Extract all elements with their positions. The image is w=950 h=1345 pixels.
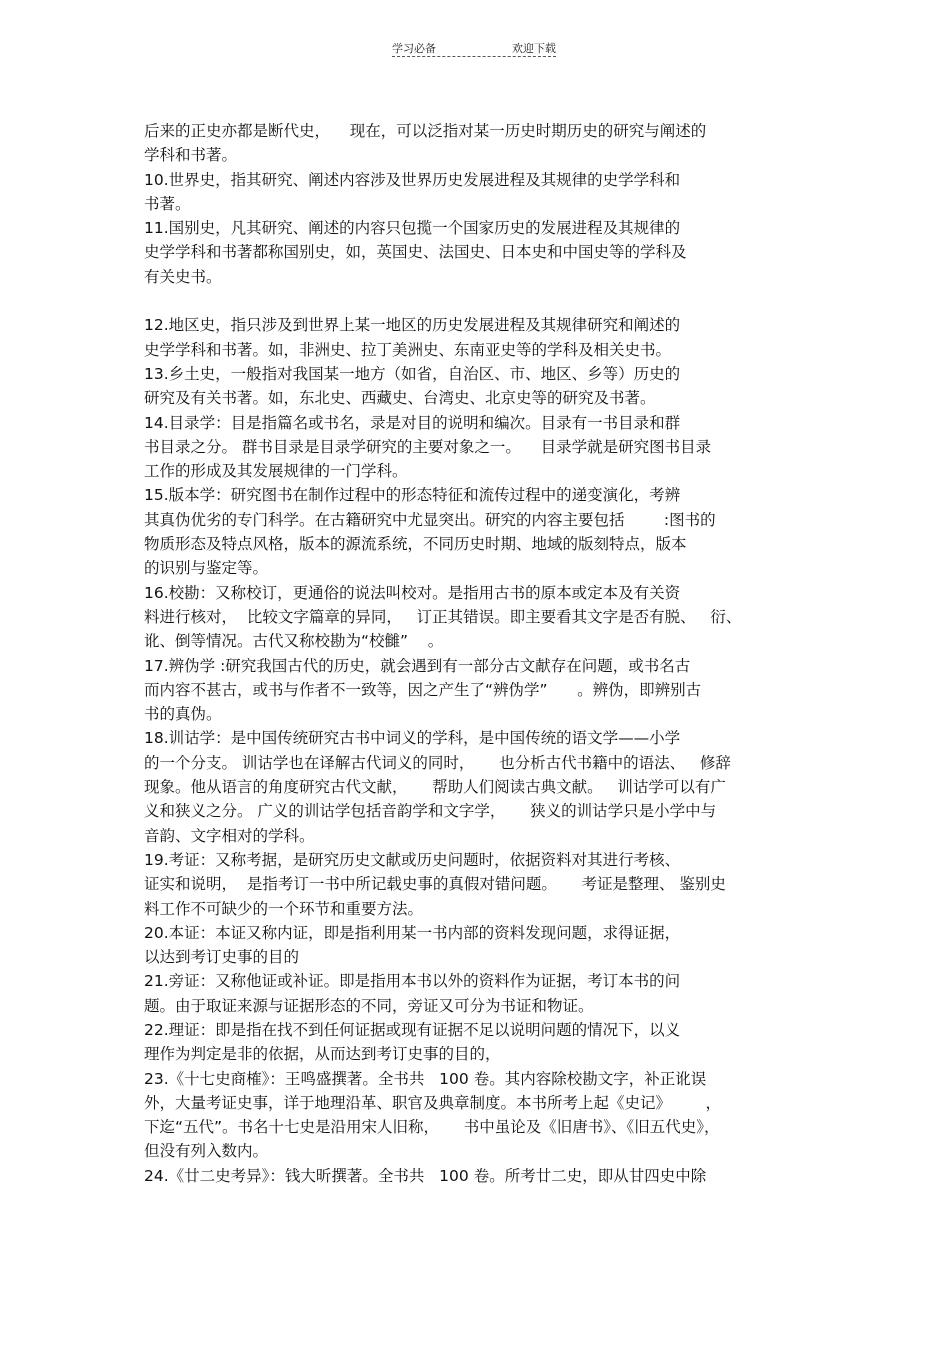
header-left-text: 学习必备: [392, 42, 436, 55]
text-line: 料进行核对， 比较文字篇章的异同， 订正其错误。即主要看其文字是否有脱、 衍、: [144, 607, 742, 626]
text-line: 后来的正史亦都是断代史， 现在，可以泛指对某一历史时期历史的研究与阐述的: [144, 122, 707, 140]
text-line: 现象。他从语言的角度研究古代文献， 帮助人们阅读古典文献。 训诂学可以有广: [144, 778, 726, 797]
text-line: 以达到考订史事的目的: [144, 948, 300, 967]
text-line: 其真伪优劣的专门科学。在古籍研究中尤显突出。研究的内容主要包括 :图书的: [144, 510, 716, 529]
text-line: 义和狭义之分。 广义的训诂学包括音韵学和文字学， 狭义的训诂学只是小学中与: [144, 802, 717, 821]
text-line: 下迄“五代”。书名十七史是沿用宋人旧称， 书中虽论及《旧唐书》、《旧五代史》，: [144, 1118, 720, 1137]
text-line: 料工作不可缺少的一个环节和重要方法。: [144, 899, 424, 918]
header-rule: [392, 56, 556, 57]
text-line: 证实和说明， 是指考订一书中所记载史事的真假对错问题。 考证是整理、 鉴别史: [144, 875, 726, 894]
text-line: 15.版本学：研究图书在制作过程中的形态特征和流传过程中的递变演化，考辨: [144, 486, 681, 505]
text-line: 学科和书著。: [144, 146, 238, 165]
text-line: 14.目录学：目是指篇名或书名，录是对目的说明和编次。目录有一书目录和群: [144, 413, 681, 432]
text-line: 题。由于取证来源与证据形态的不同，旁证又可分为书证和物证。: [144, 996, 594, 1015]
text-line: 17.辨伪学 :研究我国古代的历史，就会遇到有一部分古文献存在问题，或书名古: [144, 656, 691, 675]
text-line: 21.旁证：又称他证或补证。即是指用本书以外的资料作为证据，考订本书的问: [144, 972, 681, 991]
text-line: 的识别与鉴定等。: [144, 559, 269, 578]
text-line: 的一个分支。 训诂学也在译解古代词义的同时， 也分析古代书籍中的语法、 修辞: [144, 753, 731, 772]
text-line: 史学学科和书著都称国别史，如，英国史、法国史、日本史和中国史等的学科及: [144, 243, 687, 262]
text-line: 11.国别史，凡其研究、阐述的内容只包揽一个国家历史的发展进程及其规律的: [144, 219, 681, 238]
text-line: 书的真伪。: [144, 705, 222, 724]
text-line: 书目录之分。 群书目录是目录学研究的主要对象之一。 目录学就是研究图书目录: [144, 437, 712, 456]
text-line: 16.校勘：又称校订，更通俗的说法叫校对。是指用古书的原本或定本及有关资: [144, 583, 681, 602]
text-line: 19.考证：又称考据，是研究历史文献或历史问题时，依据资料对其进行考核、: [144, 850, 681, 869]
text-line: 音韵、文字相对的学科。: [144, 826, 315, 845]
text-line: 讹、倒等情况。古代又称校勘为“校雠” 。: [144, 632, 444, 651]
text-line: 20.本证：本证又称内证，即是指利用某一书内部的资料发现问题，求得证据，: [144, 923, 681, 942]
text-line: 工作的形成及其发展规律的一门学科。: [144, 462, 408, 481]
text-line: 理作为判定是非的依据，从而达到考订史事的目的，: [144, 1045, 501, 1064]
text-line: 研究及有关书著。如，东北史、西藏史、台湾史、北京史等的研究及书著。: [144, 389, 656, 408]
text-line: 但没有列入数内。: [144, 1142, 269, 1161]
document-body: [144, 119, 814, 1188]
text-line: 13.乡土史，一般指对我国某一地方（如省，自治区、市、地区、乡等）历史的: [144, 364, 681, 383]
page-header: [392, 40, 556, 60]
text-line: 24.《廿二史考异》：钱大昕撰著。全书共 100 卷。所考廿二史，即从甘四史中除: [144, 1166, 707, 1185]
blank-line: [144, 289, 814, 313]
text-line: 而内容不甚古，或书与作者不一致等，因之产生了“辨伪学” 。辨伪，即辨别古: [144, 680, 702, 699]
text-line: 外，大量考证史事，详于地理沿革、职官及典章制度。本书所考上起《史记》 ，: [144, 1093, 721, 1112]
header-right-text: 欢迎下载: [512, 42, 556, 55]
text-line: 物质形态及特点风格，版本的源流系统，不同历史时期、地域的版刻特点，版本: [144, 535, 687, 554]
text-line: 10.世界史，指其研究、阐述内容涉及世界历史发展进程及其规律的史学学科和: [144, 170, 681, 189]
text-line: 23.《十七史商榷》：王鸣盛撰著。全书共 100 卷。其内容除校勘文字，补正讹误: [144, 1069, 707, 1088]
text-line: 史学学科和书著。如，非洲史、拉丁美洲史、东南亚史等的学科及相关史书。: [144, 340, 672, 359]
text-line: 有关史书。: [144, 267, 222, 286]
text-line: 18.训诂学：是中国传统研究古书中词义的学科，是中国传统的语文学——小学: [144, 729, 681, 748]
text-line: 22.理证：即是指在找不到任何证据或现有证据不足以说明问题的情况下，以义: [144, 1020, 681, 1039]
text-line: 12.地区史，指只涉及到世界上某一地区的历史发展进程及其规律研究和阐述的: [144, 316, 681, 335]
text-line: 书著。: [144, 194, 191, 213]
